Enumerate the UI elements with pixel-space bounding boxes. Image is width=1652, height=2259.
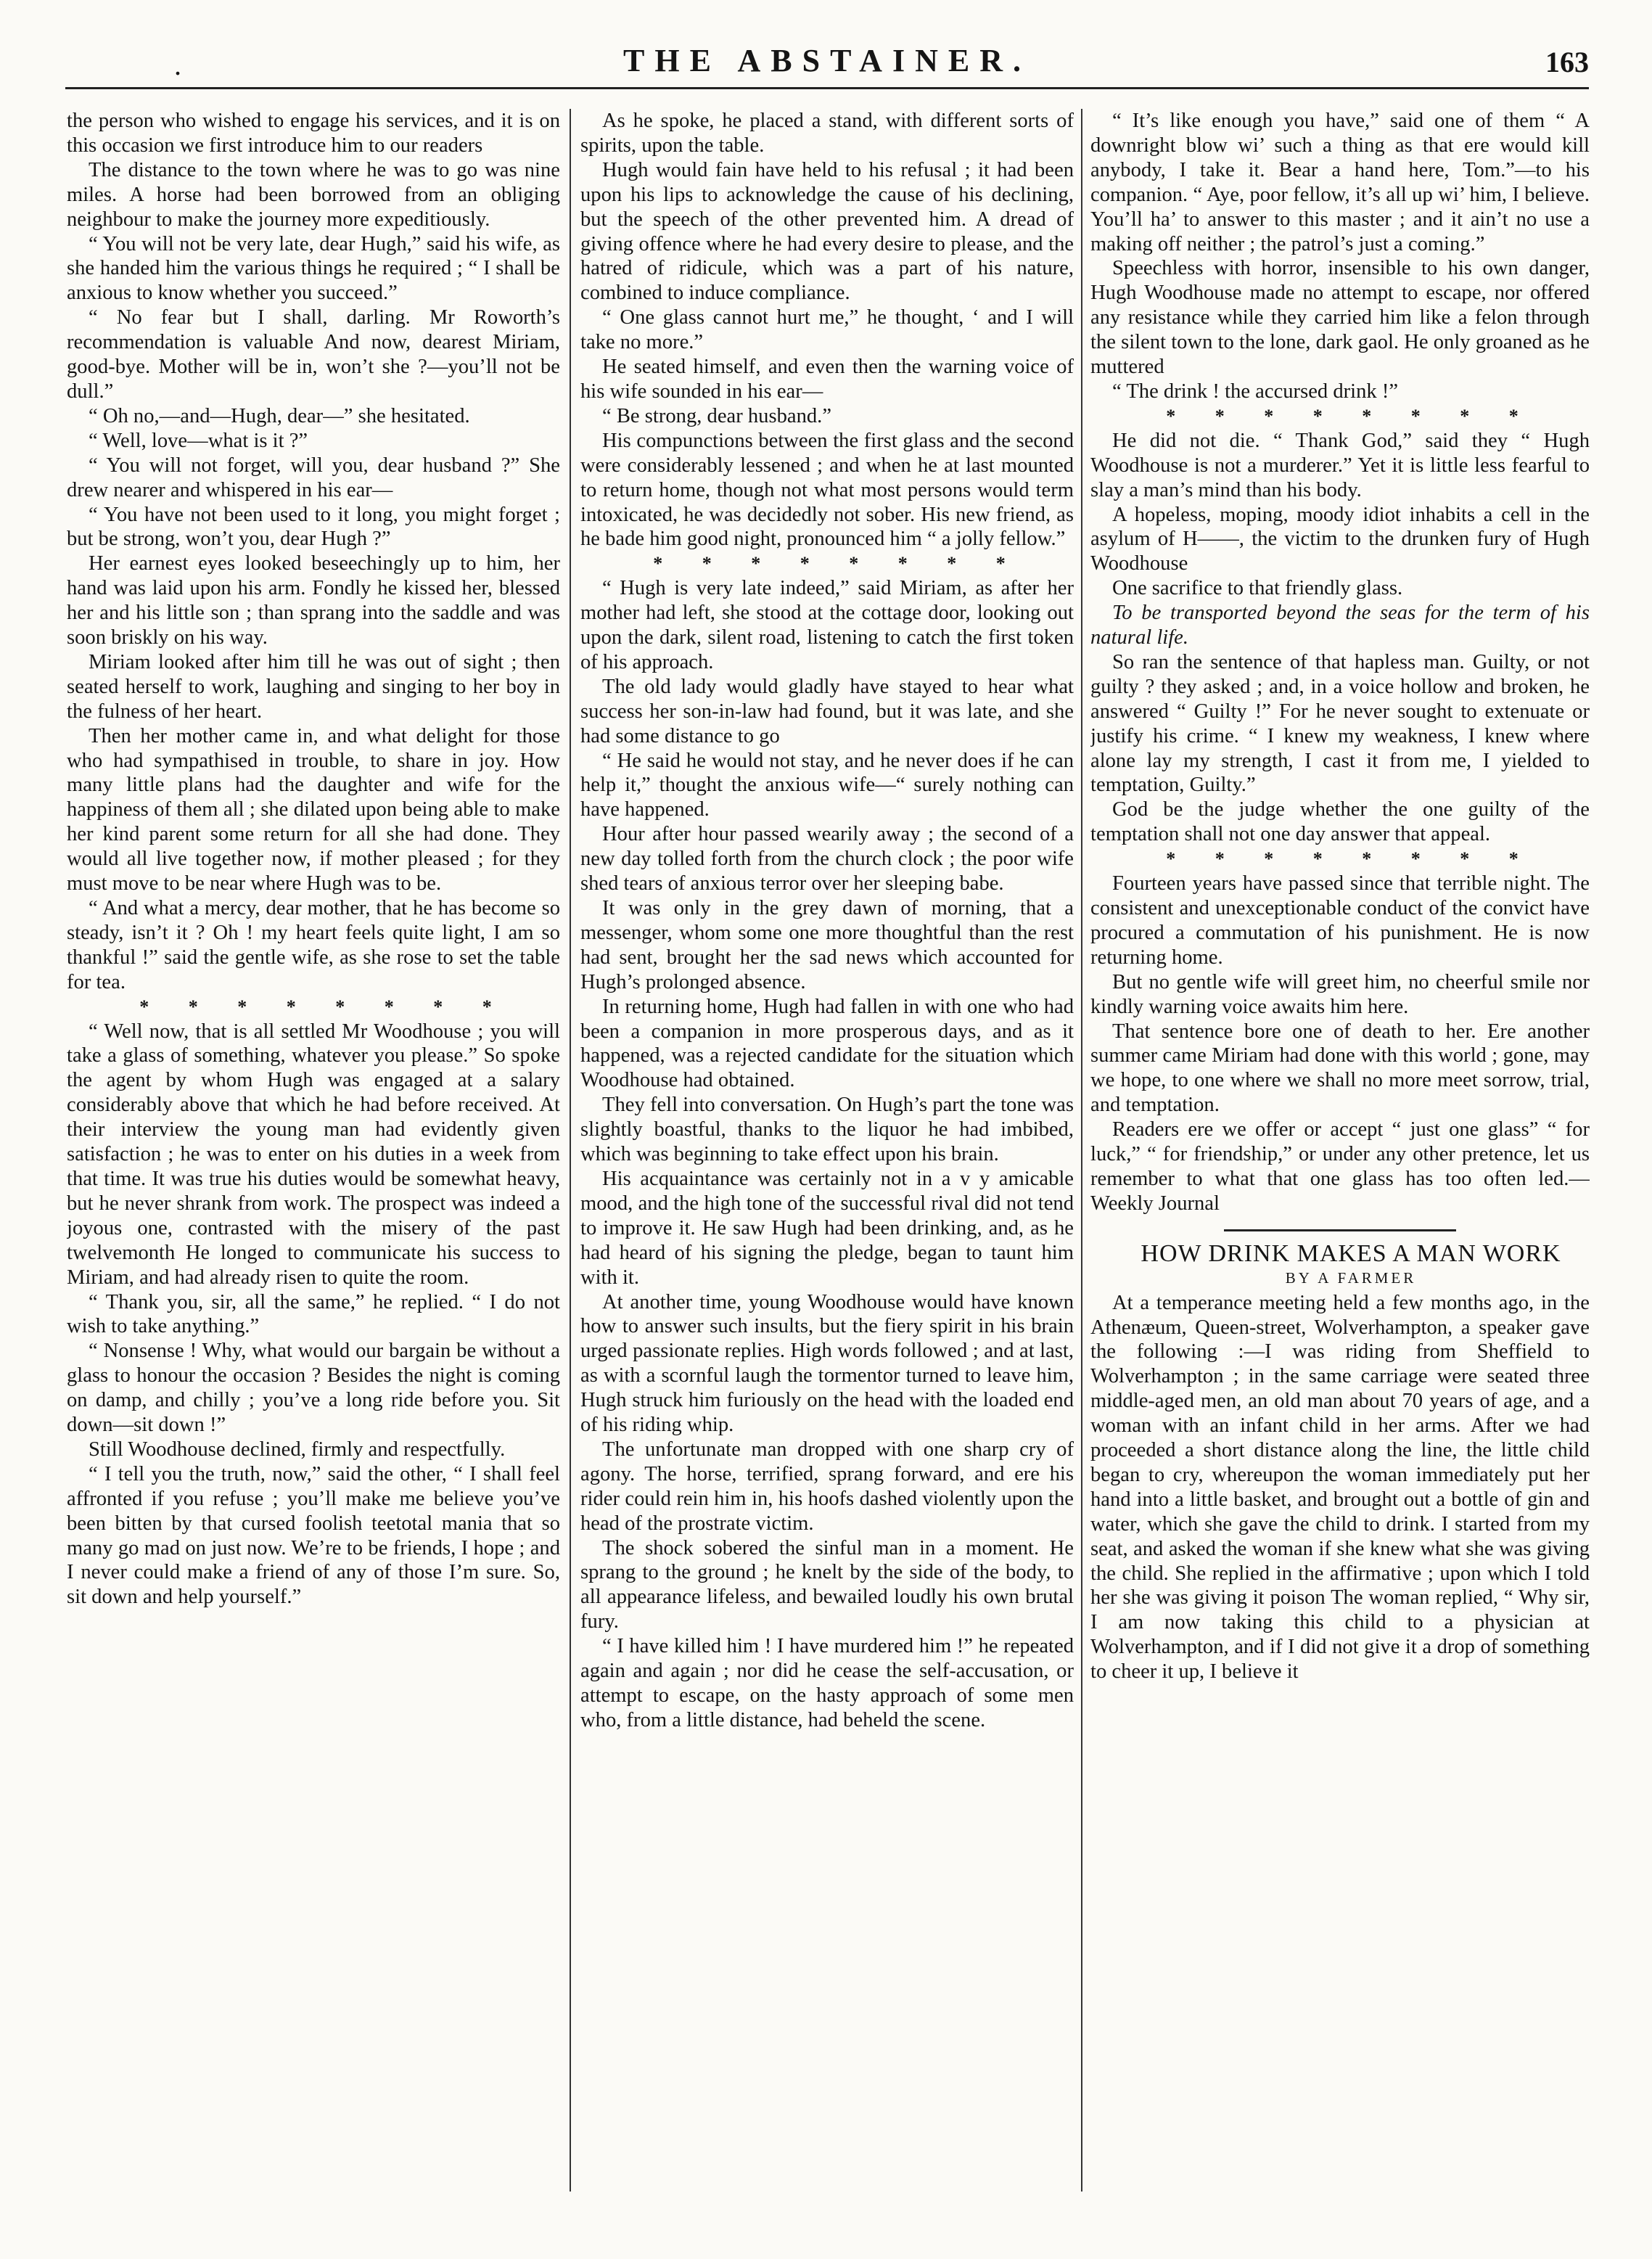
paragraph: That sentence bore one of death to her. Ere another summer came Miriam had done with this world ; gone, may we hope, to one where we shall no more meet sorrow, trial, and temptation. xyxy=(1090,1020,1590,1117)
paragraph: At a temperance meeting held a few months ago, in the Athenæum, Queen-street, Wolverhampton, a speaker gave the following :—I was riding from Sheffield to Wolverhampton ; in the same carriage were seated three middle-aged men, an old man about 70 years of age, and a woman with an infant child in her arms. After we had proceeded a short distance along the line, the little child began to cry, whereupon the woman immediately put her hand into a little basket, and brought out a bottle of gin and water, which she gave the child to drink. I started from my seat, and asked the woman if she knew what she was giving the child. She replied in the affirmative ; upon which I told her she was giving it poison The woman replied, “ Why sir, I am now taking this child to a physician at Wolverhampton, and if I did not give it a drop of something to cheer it up, I believe it xyxy=(1090,1291,1590,1684)
paragraph: “ Be strong, dear husband.” xyxy=(602,404,832,427)
paragraph: Speechless with horror, insensible to his own danger, Hugh Woodhouse made no attempt to escape, nor offered any resistance while they carried him like a felon through the silent town to the lone, dark gaol. He only groaned as he muttered xyxy=(1090,257,1590,379)
page-number: 163 xyxy=(1545,46,1589,78)
header-rule xyxy=(65,87,1589,89)
article-separator-rule xyxy=(1224,1229,1456,1231)
paragraph: Readers ere we offer or accept “ just one glass” “ for luck,” “ for friendship,” or under any other pretence, let us remember to what that one glass has too often led.—Weekly Journal xyxy=(1090,1118,1590,1215)
header-dot: . xyxy=(174,49,181,81)
paragraph: the person who wished to engage his services, and it is on this occasion we first introduce him to our readers xyxy=(67,110,560,157)
paragraph: He seated himself, and even then the warning voice of his wife sounded in his ear— xyxy=(580,356,1074,403)
paragraph: “ You will not forget, will you, dear husband ?” She drew nearer and whispered in his ear— xyxy=(67,454,560,501)
paragraph: At another time, young Woodhouse would have known how to answer such insults, but the fiery spirit in his brain urged passionate replies. High words followed ; and at last, as with a scornful laugh the tormentor turned to leave him, Hugh struck him furiously on the head with the loaded end of his riding whip. xyxy=(580,1290,1074,1437)
paragraph: “ I have killed him ! I have murdered him !” he repeated again and again ; nor did he cease the self-accusation, or attempt to escape, on the hasty approach of some men who, from a little distance, had beheld the scene. xyxy=(580,1635,1074,1731)
paragraph: The distance to the town where he was to go was nine miles. A horse had been borrowed from an obliging neighbour to make the journey more expeditiously. xyxy=(67,158,560,231)
paragraph: The shock sobered the sinful man in a moment. He sprang to the ground ; he knelt by the side of the body, to all appearance lifeless, and bewailed loudly his own brutal fury. xyxy=(580,1536,1074,1633)
column-divider-2 xyxy=(1081,109,1082,2192)
column-1 xyxy=(67,109,560,2199)
paragraph: “ Nonsense ! Why, what would our bargain be without a glass to honour the occasion ? Besides the night is coming on damp, and chilly ; you’ve a long ride before you. Sit down—sit down !” xyxy=(67,1340,560,1437)
section-break-stars: * * * * * * * * xyxy=(1166,848,1536,870)
paragraph: The unfortunate man dropped with one sharp cry of agony. The horse, terrified, sprang forward, and ere his rider could rein him in, his hoofs dashed violently upon the head of the prostrate victim. xyxy=(580,1438,1074,1535)
paragraph: “ Thank you, sir, all the same,” he replied. “ I do not wish to take anything.” xyxy=(67,1290,560,1338)
paragraph: A hopeless, moping, moody idiot inhabits a cell in the asylum of H——, the victim to the drunken fury of Hugh Woodhouse xyxy=(1090,503,1590,575)
paragraph: His compunctions between the first glass and the second were considerably lessened ; and when he at last mounted to return home, though not what most persons would term intoxicated, he was decidedly not sober. His new friend, as he bade him good night, pronounced him “ a jolly fellow.” xyxy=(580,429,1074,551)
paragraph: “ The drink ! the accursed drink !” xyxy=(1112,380,1399,403)
paragraph: It was only in the grey dawn of morning, that a messenger, whom some one more thoughtful than the rest had sent, brought her the sad news which accounted for Hugh’s prolonged absence. xyxy=(580,897,1074,993)
publication-title: THE ABSTAINER. xyxy=(623,43,1031,78)
paragraph: In returning home, Hugh had fallen in with one who had been a companion in more prosperous days, and as it happened, was a rejected candidate for the situation which Woodhouse had obtained. xyxy=(580,995,1074,1092)
section-break-stars: * * * * * * * * xyxy=(139,996,509,1017)
paragraph: His acquaintance was certainly not in a v y amicable mood, and the high tone of the successful rival did not tend to improve it. He saw Hugh had been drinking, and, as he had heard of his signing the pledge, began to taunt him with it. xyxy=(580,1167,1074,1289)
paragraph: God be the judge whether the one guilty of the temptation shall not one day answer that appeal. xyxy=(1090,798,1590,846)
paragraph: “ It’s like enough you have,” said one of them “ A downright blow wi’ such a thing as that ere would kill anybody, I take it. Bear a hand here, Tom.”—to his companion. “ Aye, poor fellow, it’s all up wi’ him, I believe. You’ll ha’ to answer to this master ; and it ain’t no use a making off neither ; the patrol’s just a coming.” xyxy=(1090,110,1590,255)
column-2 xyxy=(580,109,1074,2199)
paragraph: Miriam looked after him till he was out of sight ; then seated herself to work, laughing and singing to her boy in the fulness of her heart. xyxy=(67,650,560,723)
paragraph: But no gentle wife will greet him, no cheerful smile nor kindly warning voice awaits him here. xyxy=(1090,970,1590,1018)
paragraph: He did not die. “ Thank God,” said they “ Hugh Woodhouse is not a murderer.” Yet it is little less fearful to slay a man’s mind than his body. xyxy=(1090,429,1590,501)
paragraph: One sacrifice to that friendly glass. xyxy=(1112,577,1403,600)
paragraph: “ One glass cannot hurt me,” he thought, ‘ and I will take no more.” xyxy=(580,306,1074,354)
paragraph: Still Woodhouse declined, firmly and respectfully. xyxy=(89,1438,506,1461)
column-3 xyxy=(1090,109,1590,2199)
paragraph: “ Oh no,—and—Hugh, dear—” she hesitated. xyxy=(89,404,470,427)
paragraph: Her earnest eyes looked beseechingly up to him, her hand was laid upon his arm. Fondly he kissed her, blessed her and his little son ; than sprang into the saddle and was soon briskly on his way. xyxy=(67,552,560,649)
section-break-stars: * * * * * * * * xyxy=(1166,405,1536,427)
paragraph: “ Well, love—what is it ?” xyxy=(89,429,308,452)
paragraph: “ He said he would not stay, and he never does if he can help it,” thought the anxious wife—“ surely nothing can have happened. xyxy=(580,749,1074,821)
paragraph: Then her mother came in, and what delight for those who had sympathised in trouble, to share in joy. How many little plans had the daughter and wife for the happiness of them all ; she dilated upon being able to make her kind parent some return for all she had done. They would all live together now, if mother pleased ; for they must move to be near where Hugh was to be. xyxy=(67,724,560,895)
column-divider-1 xyxy=(570,109,571,2192)
paragraph: To be transported beyond the seas for the term of his natural life. xyxy=(1090,602,1590,649)
paragraph: So ran the sentence of that hapless man. Guilty, or not guilty ? they asked ; and, in a voice hollow and broken, he answered “ Guilty !” For he never sought to extenuate or justify his crime. “ I knew my weakness, I knew where alone lay my strength, I cast it from me, I yielded to temptation, Guilty.” xyxy=(1090,650,1590,797)
paragraph: The old lady would gladly have stayed to hear what success her son-in-law had found, but it was late, and she had some distance to go xyxy=(580,675,1074,747)
paragraph: “ No fear but I shall, darling. Mr Roworth’s recommendation is valuable And now, dearest Miriam, good-bye. Mother will be in, won’t she ?—you’ll not be dull.” xyxy=(67,306,560,403)
paragraph: Fourteen years have passed since that terrible night. The consistent and unexceptionable conduct of the convict have procured a commutation of his punishment. He is now returning home. xyxy=(1090,872,1590,969)
paragraph: “ Well now, that is all settled Mr Woodhouse ; you will take a glass of something, whatever you please.” So spoke the agent by whom Hugh was engaged at a salary considerably above that which he had before received. At their interview the young man had evidently given satisfaction ; he was to enter on his duties in a week from that time. It was true his duties would be somewhat heavy, but he never shrank from work. The prospect was indeed a joyous one, contrasted with the misery of the past twelvemonth He longed to communicate his success to Miriam, and had already risen to quite the room. xyxy=(67,1020,560,1289)
paragraph: Hour after hour passed wearily away ; the second of a new day tolled forth from the church clock ; the poor wife shed tears of anxious terror over her sleeping babe. xyxy=(580,823,1074,895)
paragraph: “ I tell you the truth, now,” said the other, “ I shall feel affronted if you refuse ; you’ll make me believe you’ve been bitten by that cursed foolish teetotal mania that so many go mad on just now. We’re to be friends, I hope ; and I never could make a friend of any of those I’m sure. So, sit down and help yourself.” xyxy=(67,1462,560,1609)
article-heading: HOW DRINK MAKES A MAN WORK xyxy=(1141,1239,1561,1267)
section-break-stars: * * * * * * * * xyxy=(653,553,1023,575)
paragraph: They fell into conversation. On Hugh’s part the tone was slightly boastful, thanks to the liquor he had imbibed, which was beginning to take effect upon his brain. xyxy=(580,1094,1074,1166)
paragraph: As he spoke, he placed a stand, with different sorts of spirits, upon the table. xyxy=(580,110,1074,157)
paragraph: “ And what a mercy, dear mother, that he has become so steady, isn’t it ? Oh ! my heart feels quite light, I am so thankful !” said the gentle wife, as she rose to set the table for tea. xyxy=(67,897,560,993)
paragraph: “ You have not been used to it long, you might forget ; but be strong, won’t you, dear Hugh ?” xyxy=(67,503,560,551)
paragraph: Hugh would fain have held to his refusal ; it had been upon his lips to acknowledge the cause of his declining, but the speech of the other prevented him. A dread of giving offence where he had every desire to please, and the hatred of ridicule, which was a part of his nature, combined to induce compliance. xyxy=(580,158,1074,305)
page-header xyxy=(65,42,1589,86)
paragraph: “ Hugh is very late indeed,” said Miriam, as after her mother had left, she stood at the cottage door, looking out upon the dark, silent road, listening to catch the first token of his approach. xyxy=(580,577,1074,673)
article-byline: BY A FARMER xyxy=(1285,1268,1417,1287)
paragraph: “ You will not be very late, dear Hugh,” said his wife, as she handed him the various things he required ; “ I shall be anxious to know whether you succeed.” xyxy=(67,232,560,305)
